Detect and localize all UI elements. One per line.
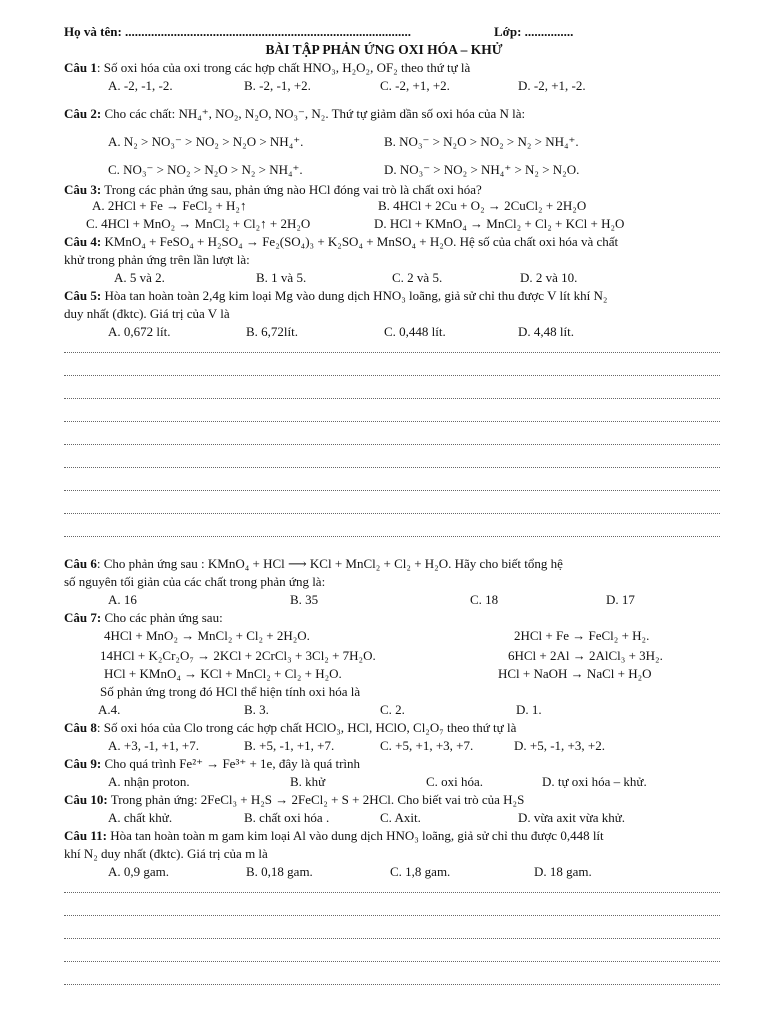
question-text: Cho các phản ứng sau: — [104, 610, 223, 625]
answer-line[interactable] — [64, 513, 720, 514]
q7-option-a: A.4. — [98, 702, 121, 717]
name-field-label: Họ và tên: ........................................................................................ — [64, 24, 412, 39]
question-number: Câu 9: — [64, 756, 102, 771]
question-6-cont: số nguyên tối giản của các chất trong phản ứng là: — [64, 574, 326, 589]
question-text: Trong các phản ứng sau, phản ứng nào HCl đóng vai trò là chất oxi hóa? — [104, 182, 482, 197]
answer-line[interactable] — [64, 490, 720, 491]
question-8 — [64, 720, 516, 736]
q10-option-d: D. vừa axit vừa khử. — [518, 810, 626, 825]
q6-option-c: C. 18 — [470, 592, 499, 607]
q9-option-a: A. nhận proton. — [108, 774, 190, 789]
q7-reaction-1: 4HCl + MnO₂ → MnCl₂ + Cl₂ + 2H₂O. — [104, 628, 310, 643]
q11-option-b: B. 0,18 gam. — [246, 864, 313, 879]
answer-line[interactable] — [64, 444, 720, 445]
question-text: Hòa tan hoàn toàn m gam kim loại Al vào dung dịch HNO₃ loãng, giả sử chỉ thu được 0,448 lít — [110, 828, 604, 843]
question-number: Câu 7: — [64, 610, 102, 625]
answer-line[interactable] — [64, 915, 720, 916]
q8-option-b: B. +5, -1, +1, +7. — [244, 738, 335, 753]
answer-line[interactable] — [64, 375, 720, 376]
q4-option-b: B. 1 và 5. — [256, 270, 307, 285]
q10-option-b: B. chất oxi hóa . — [244, 810, 330, 825]
q3-option-c: C. 4HCl + MnO₂ → MnCl₂ + Cl₂↑ + 2H₂O — [86, 216, 311, 231]
question-number: Câu 8 — [64, 720, 97, 735]
question-text: : Số oxi hóa của oxi trong các hợp chất HNO₃, H₂O₂, OF₂ theo thứ tự là — [96, 60, 471, 75]
question-text: : Cho phản ứng sau : KMnO₄ + HCl ⟶ KCl + MnCl₂ + Cl₂ + H₂O. Hãy cho biết tổng hệ — [96, 556, 563, 571]
question-4 — [64, 234, 618, 250]
question-number: Câu 3: — [64, 182, 102, 197]
question-4-cont: khử trong phản ứng trên lần lượt là: — [64, 252, 250, 267]
q3-option-d: D. HCl + KMnO₄ → MnCl₂ + Cl₂ + KCl + H₂O — [374, 216, 625, 231]
question-text: KMnO₄ + FeSO₄ + H₂SO₄ → Fe₂(SO₄)₃ + K₂SO₄ + MnSO₄ + H₂O. Hệ số của chất oxi hóa và chất — [104, 234, 619, 249]
q3-option-b: B. 4HCl + 2Cu + O₂ → 2CuCl₂ + 2H₂O — [378, 198, 587, 213]
q5-option-b: B. 6,72lít. — [246, 324, 299, 339]
q3-option-a: A. 2HCl + Fe → FeCl₂ + H₂↑ — [92, 198, 247, 213]
question-6 — [64, 556, 563, 572]
question-text: Trong phản ứng: 2FeCl₃ + H₂S → 2FeCl₂ + S + 2HCl. Cho biết vai trò của H₂S — [110, 792, 525, 807]
q4-option-d: D. 2 và 10. — [520, 270, 578, 285]
q9-option-c: C. oxi hóa. — [426, 774, 484, 789]
answer-line[interactable] — [64, 938, 720, 939]
question-5 — [64, 288, 607, 304]
question-11-cont: khí N₂ duy nhất (đktc). Giá trị của m là — [64, 846, 268, 861]
q1-option-b: B. -2, -1, +2. — [244, 78, 311, 93]
q8-option-c: C. +5, +1, +3, +7. — [380, 738, 474, 753]
class-field-label: Lớp: ............... — [494, 24, 574, 39]
question-number: Câu 1 — [64, 60, 97, 75]
q6-option-d: D. 17 — [606, 592, 635, 607]
question-7-cont: Số phản ứng trong đó HCl thể hiện tính oxi hóa là — [100, 684, 361, 699]
answer-line[interactable] — [64, 536, 720, 537]
question-text: Cho các chất: NH₄⁺, NO₂, N₂O, NO₃⁻, N₂. Thứ tự giảm dần số oxi hóa của N là: — [104, 106, 526, 121]
q7-reaction-5: HCl + KMnO₄ → KCl + MnCl₂ + Cl₂ + H₂O. — [104, 666, 342, 681]
q1-option-d: D. -2, +1, -2. — [518, 78, 586, 93]
q5-option-d: D. 4,48 lít. — [518, 324, 574, 339]
q7-reaction-4: 6HCl + 2Al → 2AlCl₃ + 3H₂. — [508, 648, 663, 663]
q7-option-b: B. 3. — [244, 702, 269, 717]
question-number: Câu 11: — [64, 828, 107, 843]
q11-option-d: D. 18 gam. — [534, 864, 592, 879]
answer-line[interactable] — [64, 421, 720, 422]
q8-option-a: A. +3, -1, +1, +7. — [108, 738, 199, 753]
answer-line[interactable] — [64, 961, 720, 962]
question-10 — [64, 792, 524, 808]
q5-option-c: C. 0,448 lít. — [384, 324, 446, 339]
q7-option-c: C. 2. — [380, 702, 405, 717]
answer-line[interactable] — [64, 467, 720, 468]
page-title: BÀI TẬP PHẢN ỨNG OXI HÓA – KHỬ — [265, 42, 503, 57]
q2-option-d: D. NO₃⁻ > NO₂ > NH₄⁺ > N₂ > N₂O. — [384, 162, 580, 177]
q7-reaction-6: HCl + NaOH → NaCl + H₂O — [498, 666, 652, 681]
answer-line[interactable] — [64, 398, 720, 399]
q6-option-a: A. 16 — [108, 592, 137, 607]
question-1 — [64, 60, 470, 76]
q11-option-c: C. 1,8 gam. — [390, 864, 451, 879]
q2-option-a: A. N₂ > NO₃⁻ > NO₂ > N₂O > NH₄⁺. — [108, 134, 304, 149]
q8-option-d: D. +5, -1, +3, +2. — [514, 738, 605, 753]
question-text: Cho quá trình Fe²⁺ → Fe³⁺ + 1e, đây là quá trình — [104, 756, 361, 771]
q7-reaction-3: 14HCl + K₂Cr₂O₇ → 2KCl + 2CrCl₃ + 3Cl₂ + 7H₂O. — [100, 648, 376, 663]
answer-line[interactable] — [64, 984, 720, 985]
q7-option-d: D. 1. — [516, 702, 542, 717]
q11-option-a: A. 0,9 gam. — [108, 864, 170, 879]
q1-option-c: C. -2, +1, +2. — [380, 78, 450, 93]
question-text: : Số oxi hóa của Clo trong các hợp chất HClO₃, HCl, HClO, Cl₂O₇ theo thứ tự là — [96, 720, 517, 735]
question-7 — [64, 610, 223, 626]
question-3 — [64, 182, 482, 198]
question-number: Câu 2: — [64, 106, 102, 121]
question-number: Câu 4: — [64, 234, 102, 249]
question-2 — [64, 106, 525, 122]
q9-option-d: D. tự oxi hóa – khử. — [542, 774, 647, 789]
q2-option-c: C. NO₃⁻ > NO₂ > N₂O > N₂ > NH₄⁺. — [108, 162, 303, 177]
question-11 — [64, 828, 604, 844]
question-number: Câu 5: — [64, 288, 102, 303]
question-number: Câu 6 — [64, 556, 97, 571]
q2-option-b: B. NO₃⁻ > N₂O > NO₂ > N₂ > NH₄⁺. — [384, 134, 579, 149]
question-text: Hòa tan hoàn toàn 2,4g kim loại Mg vào dung dịch HNO₃ loãng, giả sử chỉ thu được V lít khí N₂ — [104, 288, 608, 303]
answer-line[interactable] — [64, 892, 720, 893]
question-number: Câu 10: — [64, 792, 108, 807]
question-5-cont: duy nhất (đktc). Giá trị của V là — [64, 306, 230, 321]
q6-option-b: B. 35 — [290, 592, 319, 607]
q4-option-a: A. 5 và 2. — [114, 270, 165, 285]
q9-option-b: B. khử — [290, 774, 326, 789]
q1-option-a: A. -2, -1, -2. — [108, 78, 173, 93]
q5-option-a: A. 0,672 lít. — [108, 324, 171, 339]
q10-option-c: C. Axit. — [380, 810, 421, 825]
q10-option-a: A. chất khử. — [108, 810, 173, 825]
answer-line[interactable] — [64, 352, 720, 353]
question-9 — [64, 756, 360, 772]
q4-option-c: C. 2 và 5. — [392, 270, 443, 285]
q7-reaction-2: 2HCl + Fe → FeCl₂ + H₂. — [514, 628, 650, 643]
